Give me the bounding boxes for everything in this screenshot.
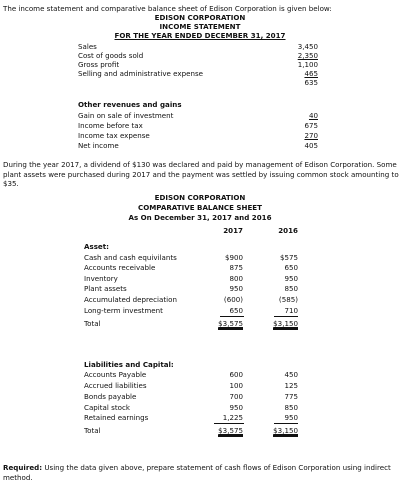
income-period: FOR THE YEAR ENDED DECEMBER 31, 2017 (114, 31, 286, 40)
subtotal-rule (220, 316, 244, 317)
liability-label: Capital stock (84, 403, 130, 412)
liability-2016: 450 (284, 370, 298, 379)
liabilities-heading: Liabilities and Capital: (84, 360, 174, 369)
asset-2017: $900 (224, 253, 243, 262)
is-label: Net income (78, 141, 119, 150)
is-value: 270 (304, 131, 318, 140)
subtotal-rule (214, 423, 244, 424)
asset-label: Long-term investment (84, 306, 163, 315)
liability-total-label: Total (84, 426, 101, 435)
liability-2017: 950 (229, 403, 243, 412)
liability-label: Retained earnings (84, 413, 149, 422)
bs-title: COMPARATIVE BALANCE SHEET (138, 203, 262, 212)
is-label: Sales (78, 42, 97, 51)
asset-2016: 710 (284, 306, 298, 315)
asset-label: Accounts receivable (84, 263, 156, 272)
is-value: 2,350 (297, 51, 318, 60)
liability-2017: 1,225 (222, 413, 243, 422)
is-value: 1,100 (297, 60, 318, 69)
dividend-paragraph: During the year 2017, a dividend of $130 was declared and paid by management of Edison Corporation. Some plant assets were purchased during 2017 and the payment was settled by issuing common stock amounting to $35. (3, 160, 399, 189)
subtotal-rule (274, 316, 298, 317)
asset-2017: 650 (229, 306, 243, 315)
is-label: Gross profit (78, 60, 120, 69)
required-paragraph (3, 463, 415, 482)
is-value: 675 (304, 121, 318, 130)
liability-2017: 700 (229, 392, 243, 401)
liability-label: Accrued liabilities (84, 381, 147, 390)
is-value: 3,450 (297, 42, 318, 51)
liability-label: Accounts Payable (84, 370, 147, 379)
col-header-2017: 2017 (223, 226, 243, 235)
income-title: INCOME STATEMENT (159, 22, 241, 31)
is-value: 405 (304, 141, 318, 150)
total-value: $3,575 (218, 319, 243, 328)
asset-2017: 800 (229, 274, 243, 283)
is-label: Income before tax (78, 121, 143, 130)
subtotal-rule (274, 423, 298, 424)
is-label: Cost of goods sold (78, 51, 144, 60)
liability-total-2016 (256, 427, 298, 434)
is-label: Gain on sale of investment (78, 111, 174, 120)
asset-total-2017 (200, 320, 243, 327)
other-heading: Other revenues and gains (78, 100, 182, 109)
asset-2017: (600) (223, 295, 243, 304)
asset-2016: 950 (284, 274, 298, 283)
income-company: EDISON CORPORATION (154, 13, 246, 22)
required-label: Required: (3, 463, 43, 472)
total-value: $3,150 (273, 319, 298, 328)
asset-label: Inventory (84, 274, 118, 283)
asset-2016: 850 (284, 284, 298, 293)
bs-company: EDISON CORPORATION (154, 193, 246, 202)
is-value: 635 (304, 78, 318, 87)
liability-2017: 600 (229, 370, 243, 379)
asset-2016: 650 (284, 263, 298, 272)
liability-2017: 100 (229, 381, 243, 390)
is-value: 40 (308, 111, 318, 120)
col-header-2016: 2016 (278, 226, 298, 235)
liability-2016: 775 (284, 392, 298, 401)
required-text: Using the data given above, prepare statement of cash flows of Edison Corporation using indirect method. (3, 463, 391, 482)
is-value: 465 (304, 69, 318, 78)
liability-2016: 125 (284, 381, 298, 390)
liability-total-2017 (200, 427, 243, 434)
total-value: $3,575 (218, 426, 243, 435)
asset-label: Cash and cash equivilants (84, 253, 177, 262)
asset-label: Accumulated depreciation (84, 295, 177, 304)
liability-2016: 950 (284, 413, 298, 422)
asset-2016: (585) (278, 295, 298, 304)
total-value: $3,150 (273, 426, 298, 435)
liability-2016: 850 (284, 403, 298, 412)
asset-2017: 950 (229, 284, 243, 293)
is-label: Income tax expense (78, 131, 150, 140)
asset-total-2016 (256, 320, 298, 327)
asset-2017: 875 (229, 263, 243, 272)
intro-text: The income statement and comparative balance sheet of Edison Corporation is given below: (3, 4, 332, 13)
bs-period: As On December 31, 2017 and 2016 (128, 213, 272, 222)
asset-label: Plant assets (84, 284, 127, 293)
is-label: Selling and administrative expense (78, 69, 204, 78)
asset-total-label: Total (84, 319, 101, 328)
assets-heading: Asset: (84, 242, 109, 251)
asset-2016: $575 (279, 253, 298, 262)
liability-label: Bonds payable (84, 392, 137, 401)
